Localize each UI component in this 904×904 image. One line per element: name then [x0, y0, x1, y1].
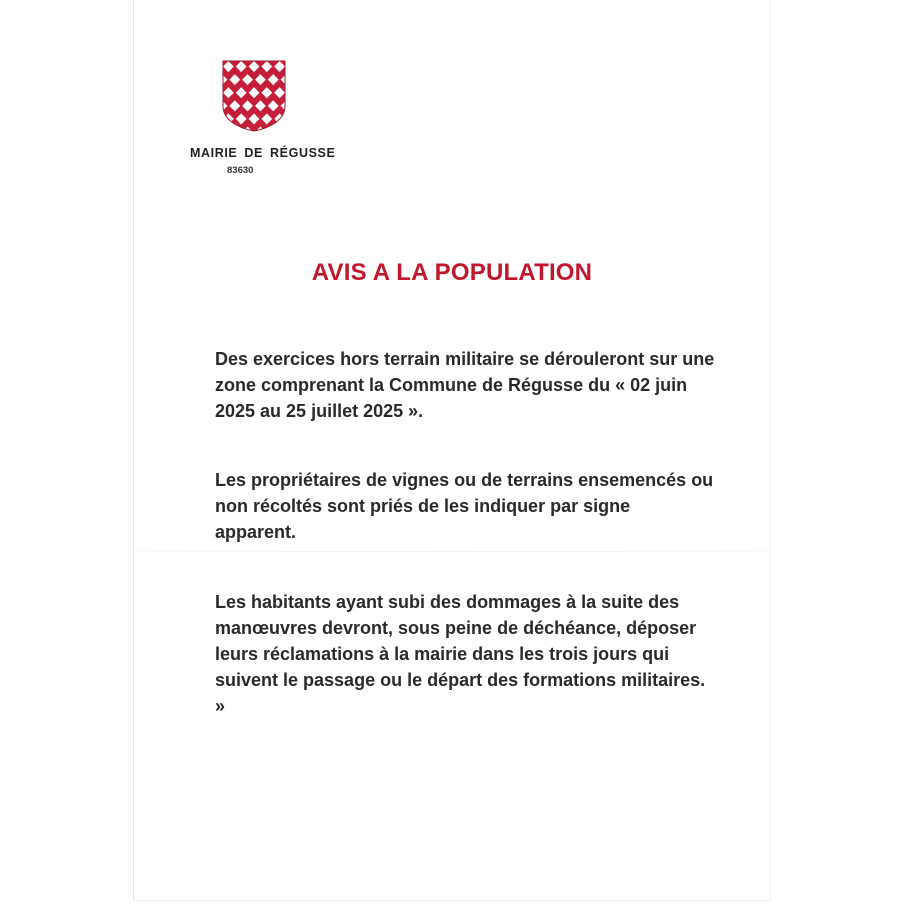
paper-fold-line: [134, 551, 770, 552]
paragraph-damages: Les habitants ayant subi des dommages à la suite des manœuvres devront, sous peine de déchéance, déposer leurs réclamations à la mairie dans les trois jours qui suivent le passage ou le départ des formations militaires. »: [215, 592, 706, 716]
notice-title: AVIS A LA POPULATION: [311, 259, 593, 286]
mairie-name: MAIRIE DE RÉGUSSE: [190, 146, 336, 160]
postcode: 83630: [227, 165, 254, 176]
crest-lozenge: [281, 126, 286, 132]
crest-icon: [222, 60, 286, 132]
crest-lozenge: [229, 126, 240, 132]
notice-page: [133, 0, 771, 901]
crest-lozenge: [268, 126, 279, 132]
paragraph-exercises: Des exercices hors terrain militaire se dérouleront sur une zone comprenant la Commune de Régusse du « 02 juin 2025 au 25 juillet 2025 ».: [215, 349, 715, 421]
crest-lozenge: [222, 126, 227, 132]
paragraph-owners: Les propriétaires de vignes ou de terrains ensemencés ou non récoltés sont priés de les indiquer par signe apparent.: [215, 470, 714, 542]
